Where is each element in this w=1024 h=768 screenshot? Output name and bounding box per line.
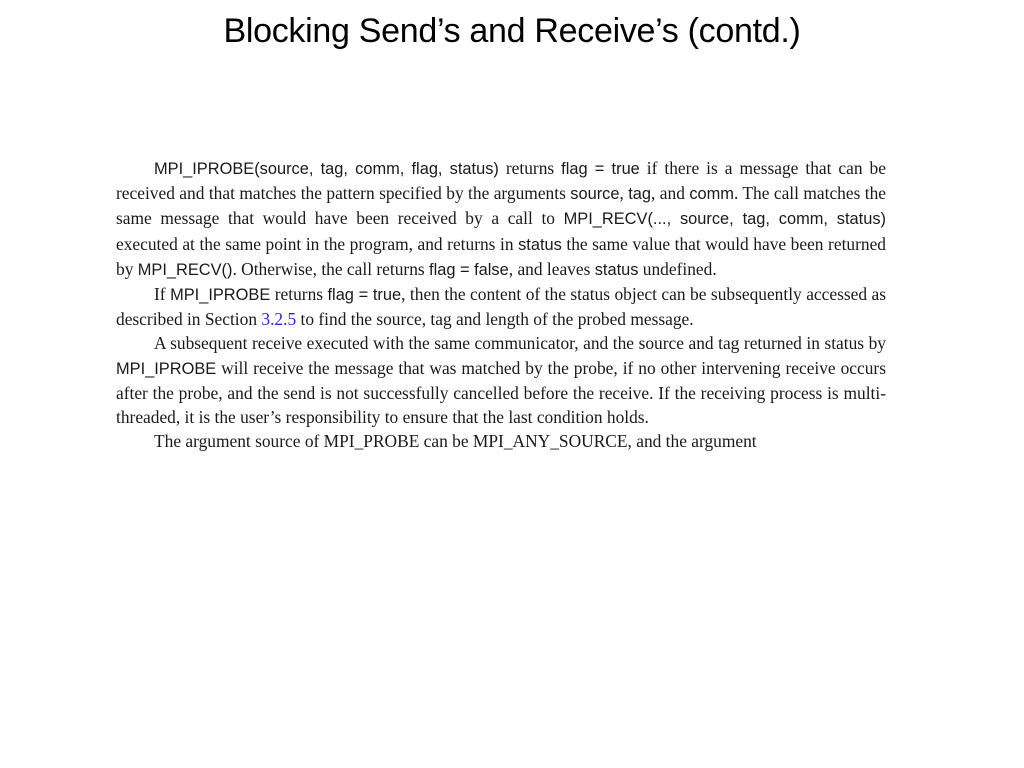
code-recv-short: MPI_RECV() <box>137 260 233 279</box>
code-flag-true: flag = true <box>327 286 402 305</box>
code-flag-false: flag = false <box>429 260 509 279</box>
cutoff-text-line: The argument source of MPI_PROBE can be MPI_ANY_SOURCE, and the argument <box>154 431 757 452</box>
text-run: returns <box>498 158 562 178</box>
paragraph-subsequent-receive <box>116 331 886 429</box>
text-run: undefined. <box>638 258 717 279</box>
text-run: If <box>154 284 171 305</box>
document-excerpt <box>116 156 886 504</box>
code-iprobe: MPI_IPROBE <box>116 359 217 378</box>
text-run: , and <box>651 183 690 204</box>
code-recv-call: MPI_RECV(..., source, tag, comm, status) <box>563 210 887 229</box>
text-run: if there is a message that can be received and that matches the pattern specified by the arguments <box>116 158 886 204</box>
text-run: executed at the same point in the program, and returns in <box>116 233 519 254</box>
code-source: source <box>570 185 620 204</box>
text-run: , and leaves <box>508 258 595 279</box>
code-flag-true: flag = true <box>561 160 640 178</box>
code-comm: comm <box>689 185 734 204</box>
code-status: status <box>518 235 562 254</box>
paragraph-iprobe-definition <box>116 156 886 282</box>
section-link[interactable]: 3.2.5 <box>261 309 297 330</box>
code-status: status <box>594 260 639 279</box>
text-run: the same value that would have been returned by <box>116 233 886 279</box>
code-iprobe-call: MPI_IPROBE(source, tag, comm, flag, status) <box>154 160 499 178</box>
text-run: , then the content of the status object can be subsequently accessed as described in Section <box>116 284 886 330</box>
text-run: , <box>619 183 629 204</box>
paragraph-flag-true <box>116 282 886 331</box>
text-run: to find the source, tag and length of the probed message. <box>296 309 694 330</box>
code-iprobe: MPI_IPROBE <box>170 286 271 305</box>
text-run: . The call matches the same message that would have been received by a call to <box>116 183 887 229</box>
text-run: will receive the message that was matched by the probe, if no other intervening receive occurs after the probe, and the send is not successfully cancelled before the receive. If the receiving process is multi-threaded, it is the user’s responsibility to ensure that the last condition holds. <box>116 357 886 428</box>
code-tag: tag <box>628 185 652 204</box>
slide-title: Blocking Send’s and Receive’s (contd.) <box>223 12 801 50</box>
text-run: A subsequent receive executed with the same communicator, and the source and tag returned in status by <box>154 333 886 354</box>
text-run: . Otherwise, the call returns <box>232 258 430 279</box>
text-run: returns <box>270 284 328 305</box>
